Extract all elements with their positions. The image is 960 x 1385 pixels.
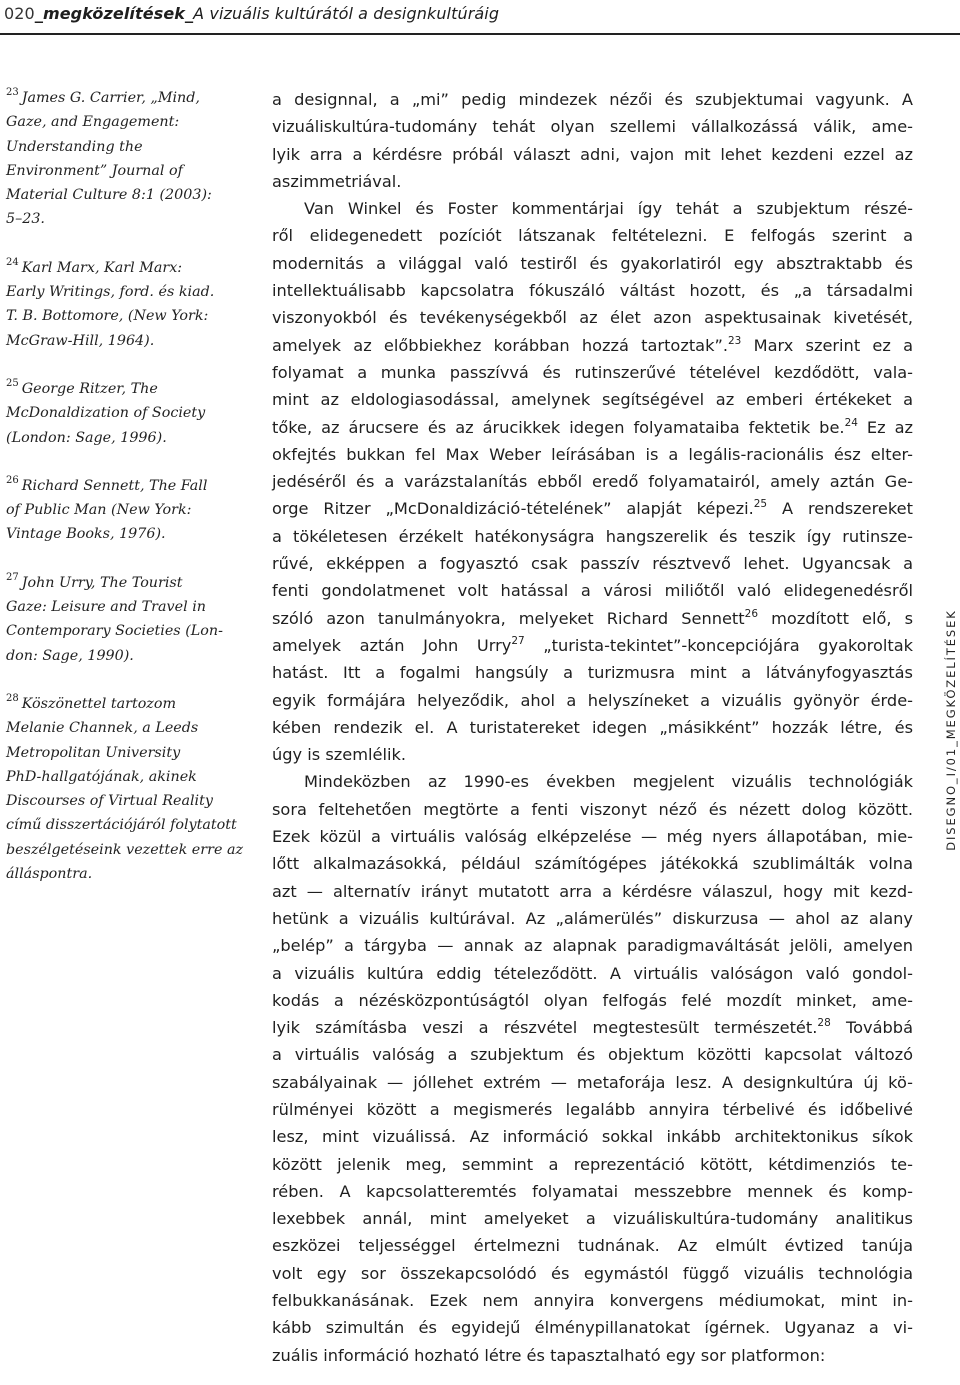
footnote xyxy=(6,474,251,547)
text-line: között jelenik meg, semmint a reprezentáció kötött, kétdimenziós te- xyxy=(272,1154,913,1174)
text-line: egyik formájára helyeződik, ahol a helyszíneket a vizuális gyönyör érde- xyxy=(272,690,913,710)
footnote-text: Gaze: Leisure and Travel in xyxy=(6,599,206,616)
footnote-text: című disszertációjáról folytatott xyxy=(6,817,237,834)
footnote-line xyxy=(6,498,251,522)
text-line: mint az eldologiasodással, amelynek segítségével az emberi értékeket a xyxy=(272,390,913,410)
footnote-text: John Urry, The Tourist xyxy=(21,574,183,591)
footnote-text: McDonaldization of Society xyxy=(6,405,206,422)
text-line: aszimmetriával. xyxy=(272,171,402,191)
footnote-text: Material Culture 8:1 (2003): xyxy=(6,187,212,204)
footnote-text: Discourses of Virtual Reality xyxy=(6,793,213,810)
footnote-line xyxy=(6,838,251,862)
text-line: hatást. Itt a fogalmi hangsúly a turizmusra mint a látványfogyasztás xyxy=(272,663,913,683)
footnote-text: Karl Marx, Karl Marx: xyxy=(21,259,183,276)
footnote xyxy=(6,377,251,450)
text-line: sora feltehetően megtörte a fenti viszonyt néző és nézett dolog között. xyxy=(272,799,913,819)
text-line: intellektuálisabb kapcsolatra fókuszáló váltást hozott, és „a társadalmi xyxy=(272,281,913,301)
footnote-reference[interactable]: 24 xyxy=(844,416,858,429)
footnote-line xyxy=(6,595,251,619)
footnote-reference[interactable]: 28 xyxy=(817,1017,831,1030)
footnote-text: don: Sage, 1990). xyxy=(6,647,134,664)
footnote-text: Environment” Journal of xyxy=(6,162,183,179)
footnote-number: 26 xyxy=(6,474,19,486)
text-line: viszonyokból és tevékenységekből az élet azon aspektusainak kivetését, xyxy=(272,308,913,328)
footnote-line xyxy=(6,619,251,643)
footnote-text: beszélgetéseink vezettek erre az xyxy=(6,841,244,858)
footnote-line xyxy=(6,813,251,837)
footnote xyxy=(6,86,251,232)
text-line: „belép” a tárgyba — annak az alapnak paradigmaváltását jelöli, amelyen xyxy=(272,936,913,956)
journal-side-label: DISEGNO_I/01_MEGKÖZELÍTÉSEK xyxy=(944,609,958,851)
text-line: rűvé, ekképpen a fogyasztó csak passzív résztvevő lehet. Ugyancsak a xyxy=(272,554,913,574)
footnote-reference[interactable]: 25 xyxy=(753,498,768,511)
footnote-text: Early Writings, ford. és kiad. xyxy=(6,284,215,301)
footnote-line xyxy=(6,110,251,134)
footnote-line xyxy=(6,741,251,765)
text-line: orge Ritzer „McDonaldizáció-tételének” alapját képezi.$^{25}$ A rendszereket xyxy=(272,498,913,519)
paragraph xyxy=(272,195,913,768)
footnote-number: 25 xyxy=(6,377,19,389)
text-line: szóló azon tanulmányokra, melyeket Richard Sennett$^{26}$ mozdított elő, s xyxy=(272,607,913,628)
text-line: zuális információ hozható létre és tapasztalható egy sor platformon: xyxy=(272,1345,826,1365)
text-line: felbukkanásának. Ezek nem annyira konvergens médiumokat, mint in- xyxy=(272,1291,913,1311)
footnote-line xyxy=(6,765,251,789)
body-text xyxy=(272,86,913,1369)
text-line: rében. A kapcsolatteremtés folyamatai messzebbre mennek és komp- xyxy=(272,1181,913,1201)
footnote-line xyxy=(6,377,251,401)
page-number: 020 xyxy=(4,4,35,23)
footnote-reference[interactable]: 23 xyxy=(728,334,742,347)
text-line: eszközei teljességgel értelmezni tudnának. Az elmúlt évtized tanúja xyxy=(272,1236,913,1256)
footnote-text: Contemporary Societies (Lon- xyxy=(6,623,223,640)
paragraph xyxy=(272,86,913,195)
footnote xyxy=(6,256,251,353)
footnote-reference[interactable]: 26 xyxy=(744,607,759,620)
text-line: ről elidegenedett pozíciót látszanak feltételezni. E felfogás szerint a xyxy=(272,226,913,246)
text-line: amelyek aztán John Urry$^{27}$ „turista-tekintet”-koncepciójára gyakoroltak xyxy=(272,634,913,655)
text-line: kodás a nézésközpontúságtól olyan felfogás felé mozdít minket, ame- xyxy=(272,990,913,1010)
text-line: folyamat a munka passzívvá és rutinszerűvé tételével kezdődött, vala- xyxy=(272,362,913,382)
footnote-text: George Ritzer, The xyxy=(21,380,158,397)
text-line: lesz, mint vizuálissá. Az információ sokkal inkább architektonikus síkok xyxy=(272,1127,913,1147)
text-line: lyik arra a kérdésre próbál választ adni, vajon mit lehet kezdeni ezzel az xyxy=(272,144,913,164)
footnote xyxy=(6,692,251,886)
footnote-line xyxy=(6,86,251,110)
text-line: kében rendezik el. A turistatereket idegen „másikként” hozzák létre, és xyxy=(272,717,913,737)
footnote-text: McGraw-Hill, 1964). xyxy=(6,332,155,349)
footnote-line xyxy=(6,426,251,450)
text-line: lyik számításba veszi a részvétel megtestesült természetét.$^{28}$ Továbbá xyxy=(272,1017,913,1038)
footnote-line xyxy=(6,207,251,231)
text-line: okfejtés bukkan fel Max Weber leírásában is a legális-racionális ész elter- xyxy=(272,444,913,464)
text-line: volt egy sor összekapcsolódó és egymástól függő vizuális technológia xyxy=(272,1263,913,1283)
footnote-line xyxy=(6,280,251,304)
footnote-text: Melanie Channek, a Leeds xyxy=(6,720,199,737)
footnote-line xyxy=(6,304,251,328)
text-line: a designnal, a „mi” pedig mindezek nézői és szubjektumai vagyunk. A xyxy=(272,90,913,109)
text-line: fenti gondolatmenet volt hatással a városi miliőtől való elidegenedésről xyxy=(272,581,913,601)
footnote-text: of Public Man (New York: xyxy=(6,502,192,519)
footnote-line xyxy=(6,692,251,716)
text-line: modernitás a világgal való testiről és gyakorlatiról egy absztraktabb és xyxy=(272,253,913,273)
footnote-line xyxy=(6,644,251,668)
footnote-text: 5–23. xyxy=(6,211,45,228)
footnote-text: Metropolitan University xyxy=(6,744,181,761)
running-head xyxy=(4,4,499,23)
text-line: Mindeközben az 1990-es években megjelent vizuális technológiák xyxy=(304,772,913,792)
footnote-text: Richard Sennett, The Fall xyxy=(21,477,208,494)
text-line: rülményei között a megismerés legalább annyira térbelivé és időbelivé xyxy=(272,1099,913,1119)
footnote-text: (London: Sage, 1996). xyxy=(6,429,167,446)
footnote-text: álláspontra. xyxy=(6,866,93,883)
text-line: lexebbek annál, mint amelyeket a vizuáliskultúra-tudomány analitikus xyxy=(272,1209,913,1229)
footnote xyxy=(6,571,251,668)
text-line: kább szimultán és egyidejű élménypillanatokat ígérnek. Ugyanaz a vi- xyxy=(272,1318,913,1338)
text-line: szabályainak — jóllehet extrém — metaforája lesz. A designkultúra új kö- xyxy=(272,1072,913,1092)
text-line: hetünk a vizuális kultúrával. Az „alámerülés” diskurzusa — ahol az alany xyxy=(272,908,913,928)
text-line: Ezek közül a virtuális valóság elképzelése — még nyers állapotában, mie- xyxy=(272,827,913,847)
footnote-line xyxy=(6,522,251,546)
footnotes-column xyxy=(6,86,251,910)
footnote-line xyxy=(6,862,251,886)
text-line: azt — alternatív irányt mutatott arra a kérdésre válaszul, hogy mit kezd- xyxy=(272,881,913,901)
text-line: tőke, az árucsere és az árucikkek idegen folyamataiba fektetik be.$^{24}$ Ez az xyxy=(272,416,914,437)
footnote-reference[interactable]: 27 xyxy=(511,634,525,647)
footnote-line xyxy=(6,789,251,813)
footnote-number: 27 xyxy=(6,571,19,583)
text-line: a tökéletesen érzékelt hatékonyságra hangszerelik és teszik így rutinsze- xyxy=(272,526,913,546)
text-line: a virtuális valóság a szubjektum és objektum közötti kapcsolat változó xyxy=(272,1045,913,1065)
text-line: jedéséről és a varázstalanítás ebből eredő folyamatairól, amely aztán Ge- xyxy=(272,472,913,492)
footnote-line xyxy=(6,256,251,280)
footnote-text: PhD-hallgatójának, akinek xyxy=(6,768,197,785)
text-line: a vizuális kultúra eddig tételeződött. A virtuális valóságon való gondol- xyxy=(272,963,913,983)
text-line: úgy is szemlélik. xyxy=(272,745,406,765)
text-line: lőtt alkalmazásokká, például számítógépes játékokká szublimálták volna xyxy=(272,854,913,874)
footnote-line xyxy=(6,135,251,159)
footnote-text: James G. Carrier, „Mind, xyxy=(21,90,200,106)
paragraph xyxy=(272,768,913,1369)
footnote-number: 28 xyxy=(6,692,19,704)
text-line: vizuáliskultúra-tudomány tehát olyan szellemi vállalkozássá válik, ame- xyxy=(272,117,913,137)
footnote-line xyxy=(6,183,251,207)
header-rule xyxy=(0,33,960,35)
chapter-subtitle: A vizuális kultúrától a designkultúráig xyxy=(193,4,500,23)
footnote-line xyxy=(6,329,251,353)
footnote-text: Köszönettel tartozom xyxy=(21,695,177,712)
text-line: Van Winkel és Foster kommentárjai így tehát a szubjektum részé- xyxy=(304,199,913,219)
footnote-number: 23 xyxy=(6,87,19,98)
footnote-line xyxy=(6,159,251,183)
footnote-text: Gaze, and Engagement: xyxy=(6,114,180,131)
footnote-text: Understanding the xyxy=(6,138,143,155)
text-line: amelyek az előbbiekhez korábban hozzá tartoztak”.$^{23}$ Marx szerint ez a xyxy=(272,334,913,355)
footnote-number: 24 xyxy=(6,256,19,268)
footnote-text: T. B. Bottomore, (New York: xyxy=(6,308,209,325)
footnote-text: Vintage Books, 1976). xyxy=(6,526,166,543)
footnote-line xyxy=(6,474,251,498)
footnote-line xyxy=(6,401,251,425)
footnote-line xyxy=(6,716,251,740)
footnote-line xyxy=(6,571,251,595)
section-title: _megközelítések_ xyxy=(34,4,194,23)
